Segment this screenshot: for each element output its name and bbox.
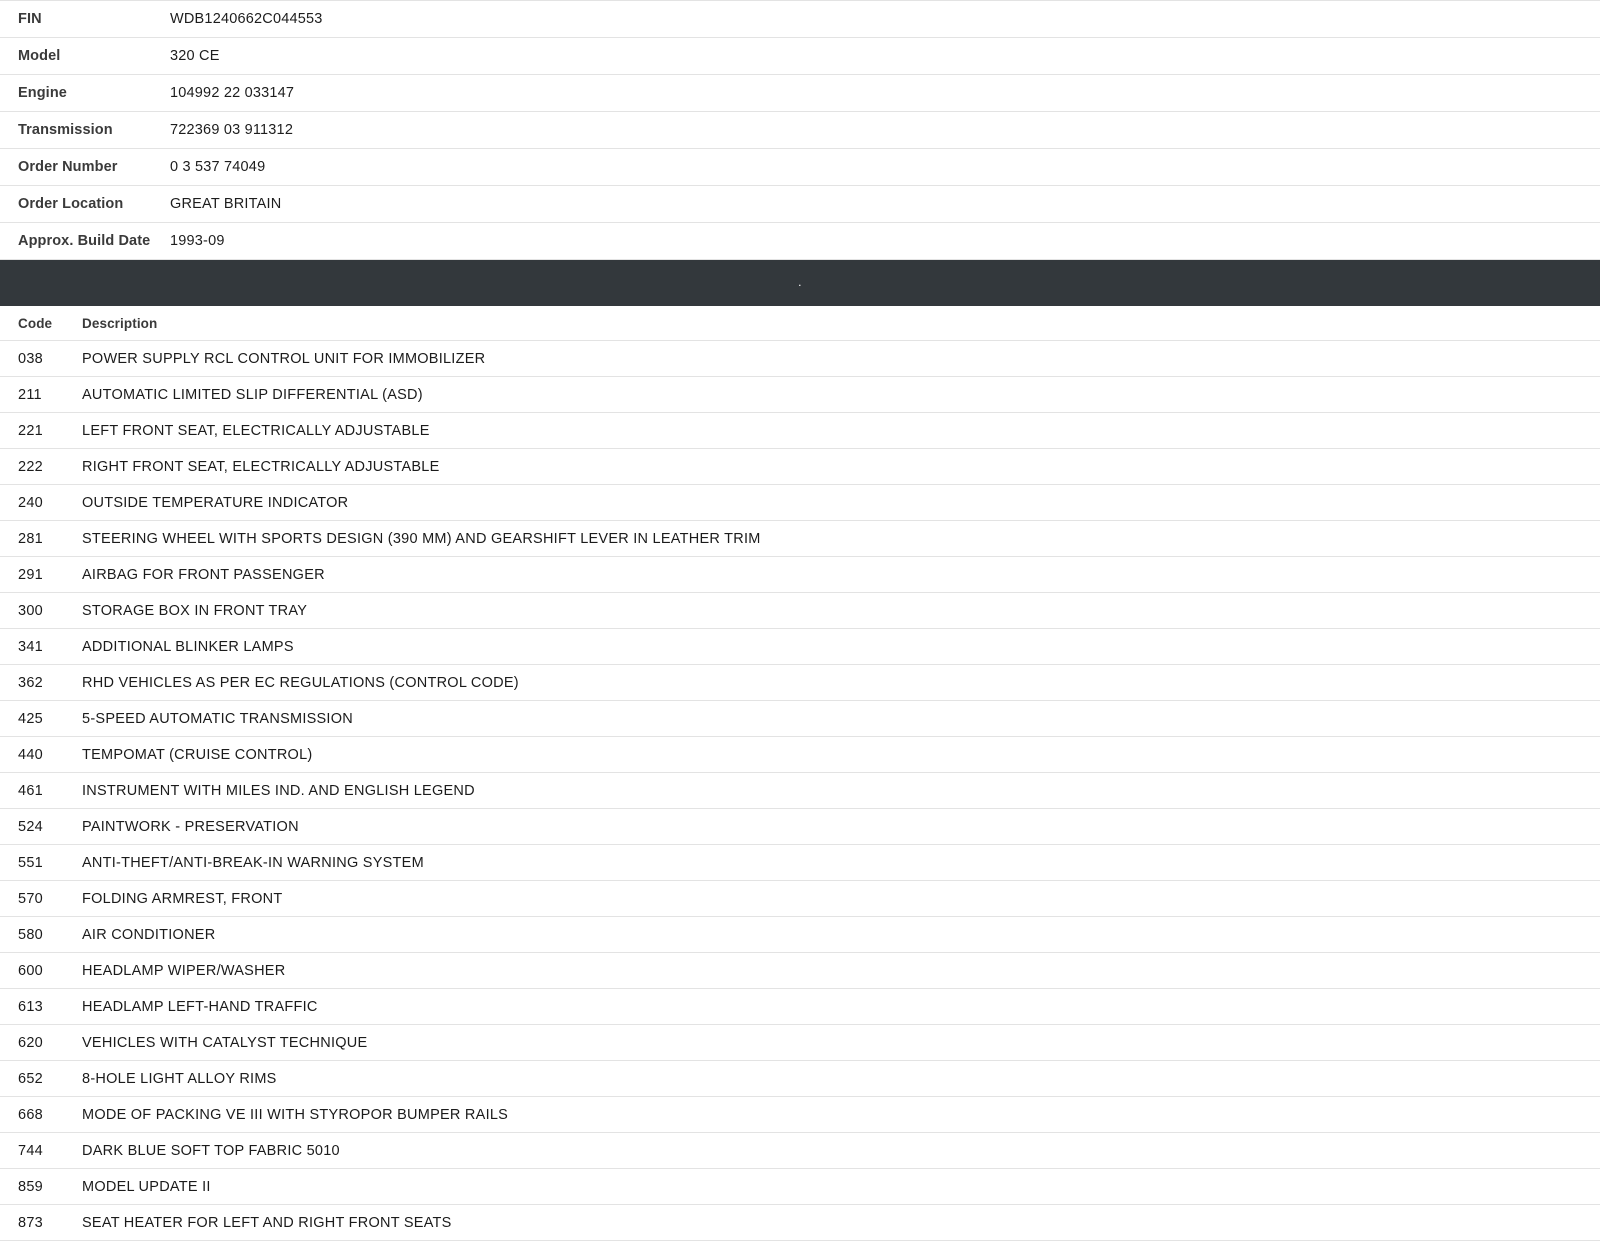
info-label: Transmission: [18, 122, 113, 138]
info-label: FIN: [18, 11, 42, 27]
code-cell: 620: [18, 1035, 43, 1051]
description-cell: AIRBAG FOR FRONT PASSENGER: [82, 567, 325, 583]
table-row: [0, 341, 1600, 377]
table-row: [0, 989, 1600, 1025]
description-cell: POWER SUPPLY RCL CONTROL UNIT FOR IMMOBILIZER: [82, 351, 486, 367]
description-cell: DARK BLUE SOFT TOP FABRIC 5010: [82, 1143, 340, 1159]
code-cell: 580: [18, 927, 43, 943]
table-row: [0, 38, 1600, 75]
table-row: [0, 149, 1600, 186]
description-cell: HEADLAMP WIPER/WASHER: [82, 963, 286, 979]
table-row: [0, 1133, 1600, 1169]
table-row: [0, 845, 1600, 881]
description-cell: STORAGE BOX IN FRONT TRAY: [82, 603, 308, 619]
description-cell: RIGHT FRONT SEAT, ELECTRICALLY ADJUSTABLE: [82, 459, 440, 475]
table-row: [0, 737, 1600, 773]
description-cell: STEERING WHEEL WITH SPORTS DESIGN (390 MM) AND GEARSHIFT LEVER IN LEATHER TRIM: [82, 531, 761, 547]
table-row: [0, 1, 1600, 38]
code-cell: 613: [18, 999, 43, 1015]
table-row: [0, 75, 1600, 112]
code-cell: 425: [18, 711, 43, 727]
description-cell: AUTOMATIC LIMITED SLIP DIFFERENTIAL (ASD): [82, 387, 423, 403]
table-row: [0, 377, 1600, 413]
code-cell: 652: [18, 1071, 43, 1087]
table-row: [0, 186, 1600, 223]
code-cell: 570: [18, 891, 43, 907]
description-cell: ADDITIONAL BLINKER LAMPS: [82, 639, 294, 655]
code-cell: 744: [18, 1143, 43, 1159]
description-cell: HEADLAMP LEFT-HAND TRAFFIC: [82, 999, 318, 1015]
info-value: 320 CE: [170, 48, 220, 64]
description-cell: ANTI-THEFT/ANTI-BREAK-IN WARNING SYSTEM: [82, 855, 424, 871]
code-cell: 240: [18, 495, 43, 511]
description-cell: INSTRUMENT WITH MILES IND. AND ENGLISH LEGEND: [82, 783, 475, 799]
code-cell: 222: [18, 459, 43, 475]
table-row: [0, 953, 1600, 989]
code-cell: 221: [18, 423, 43, 439]
description-cell: 8-HOLE LIGHT ALLOY RIMS: [82, 1071, 277, 1087]
info-label: Model: [18, 48, 61, 64]
table-row: [0, 773, 1600, 809]
code-cell: 281: [18, 531, 43, 547]
info-value: 104992 22 033147: [170, 85, 295, 101]
info-label: Order Number: [18, 159, 118, 175]
description-cell: RHD VEHICLES AS PER EC REGULATIONS (CONTROL CODE): [82, 675, 519, 691]
column-header-code: Code: [18, 316, 53, 331]
code-cell: 873: [18, 1215, 43, 1231]
table-row: [0, 1097, 1600, 1133]
table-row: [0, 1025, 1600, 1061]
code-cell: 668: [18, 1107, 43, 1123]
info-value: GREAT BRITAIN: [170, 196, 282, 212]
table-row: [0, 809, 1600, 845]
table-row: [0, 449, 1600, 485]
table-row: [0, 917, 1600, 953]
section-header-bar: [0, 260, 1600, 306]
description-cell: LEFT FRONT SEAT, ELECTRICALLY ADJUSTABLE: [82, 423, 430, 439]
table-row: [0, 557, 1600, 593]
code-cell: 859: [18, 1179, 43, 1195]
table-row: [0, 521, 1600, 557]
table-row: [0, 881, 1600, 917]
table-row: [0, 1061, 1600, 1097]
vehicle-info-body: [0, 1, 1600, 260]
code-cell: 211: [18, 387, 42, 403]
info-value: 0 3 537 74049: [170, 159, 266, 175]
description-cell: TEMPOMAT (CRUISE CONTROL): [82, 747, 313, 763]
table-header-row: [0, 306, 1600, 341]
description-cell: VEHICLES WITH CATALYST TECHNIQUE: [82, 1035, 368, 1051]
info-label: Engine: [18, 85, 67, 101]
description-cell: PAINTWORK - PRESERVATION: [82, 819, 299, 835]
description-cell: FOLDING ARMREST, FRONT: [82, 891, 283, 907]
code-cell: 038: [18, 351, 43, 367]
equipment-codes-header: [0, 306, 1600, 341]
description-cell: MODE OF PACKING VE III WITH STYROPOR BUMPER RAILS: [82, 1107, 509, 1123]
code-cell: 524: [18, 819, 43, 835]
equipment-codes-body: [0, 341, 1600, 1241]
table-row: [0, 665, 1600, 701]
info-label: Order Location: [18, 196, 124, 212]
equipment-codes-table: [0, 306, 1600, 1241]
info-value: WDB1240662C044553: [170, 11, 323, 27]
table-row: [0, 413, 1600, 449]
code-cell: 362: [18, 675, 43, 691]
table-row: [0, 593, 1600, 629]
column-header-description: Description: [82, 316, 158, 331]
table-row: [0, 112, 1600, 149]
code-cell: 551: [18, 855, 43, 871]
description-cell: MODEL UPDATE II: [82, 1179, 211, 1195]
description-cell: SEAT HEATER FOR LEFT AND RIGHT FRONT SEATS: [82, 1215, 452, 1231]
table-row: [0, 485, 1600, 521]
table-row: [0, 1169, 1600, 1205]
code-cell: 291: [18, 567, 43, 583]
code-cell: 300: [18, 603, 43, 619]
code-cell: 461: [18, 783, 43, 799]
description-cell: AIR CONDITIONER: [82, 927, 216, 943]
code-cell: 600: [18, 963, 43, 979]
description-cell: OUTSIDE TEMPERATURE INDICATOR: [82, 495, 349, 511]
table-row: [0, 223, 1600, 260]
info-value: 1993-09: [170, 233, 225, 249]
description-cell: 5-SPEED AUTOMATIC TRANSMISSION: [82, 711, 353, 727]
info-label: Approx. Build Date: [18, 233, 151, 249]
table-row: [0, 629, 1600, 665]
section-header-title: .: [798, 275, 802, 289]
info-value: 722369 03 911312: [170, 122, 294, 138]
code-cell: 440: [18, 747, 43, 763]
vehicle-info-table: [0, 0, 1600, 260]
table-row: [0, 701, 1600, 737]
code-cell: 341: [18, 639, 43, 655]
